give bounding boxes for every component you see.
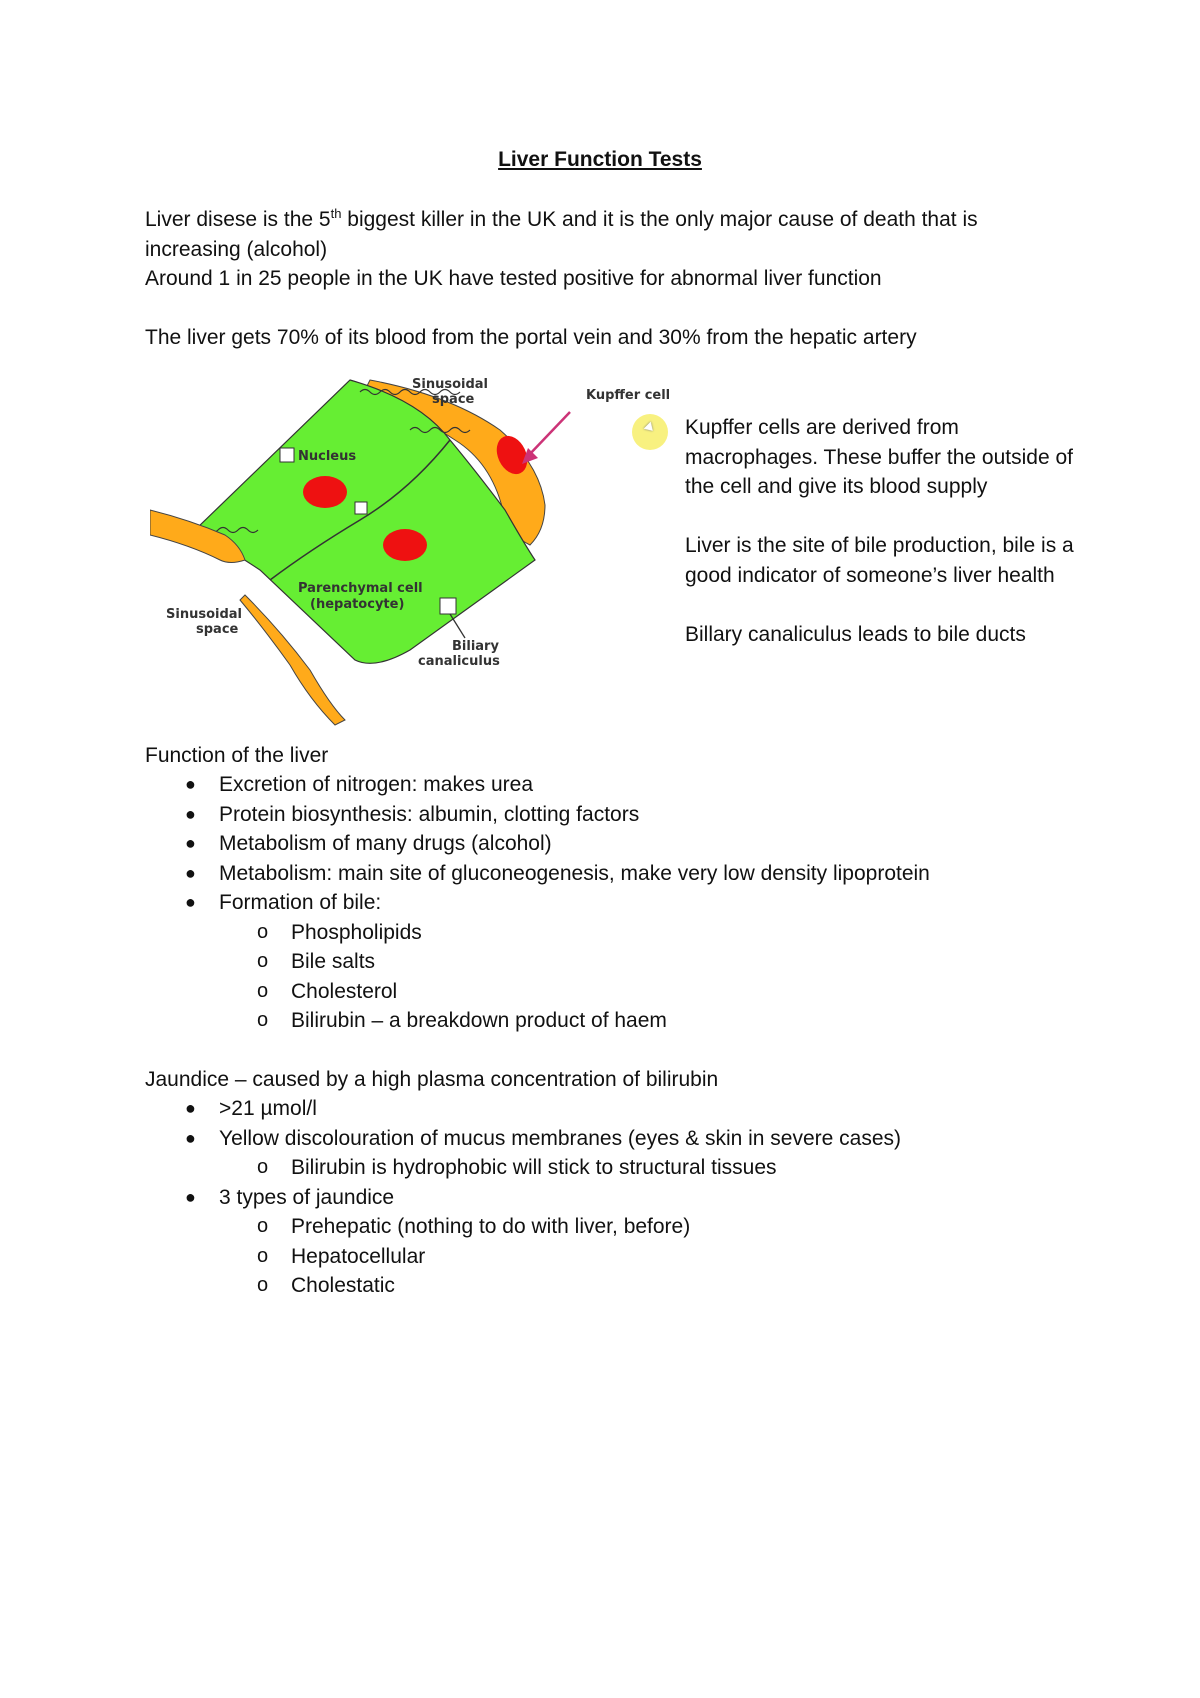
intro-line2: Around 1 in 25 people in the UK have tested positive for abnormal liver function (145, 267, 882, 290)
list-item: ● Metabolism: main site of gluconeogenesis, make very low density lipoprotein (145, 859, 1065, 889)
canaliculus-shape-3 (440, 598, 456, 614)
sub-bullet-icon: o (257, 1156, 269, 1178)
sub-bullet-icon: o (257, 920, 269, 943)
label-sinusoidal-top-2: space (432, 392, 475, 407)
list-item: ● Excretion of nitrogen: makes urea (145, 770, 1065, 800)
list-item: ● >21 µmol/l (145, 1094, 1065, 1124)
bullet-icon: ● (185, 1186, 196, 1207)
side-note-bile: Liver is the site of bile production, bile is a good indicator of someone’s liver health (685, 534, 1074, 587)
jaundice-list (145, 1094, 1065, 1301)
bullet-icon: ● (185, 774, 196, 794)
bullet-icon: ● (185, 892, 196, 912)
bullet-icon: ● (185, 1127, 196, 1148)
cursor-highlight-icon (632, 414, 668, 450)
sub-bullet-icon: o (257, 950, 269, 972)
kupffer-arrow (528, 412, 570, 456)
list-item: o Bile salts (145, 947, 1065, 977)
canaliculus-shape-1 (355, 502, 367, 514)
side-notes (685, 413, 1085, 649)
intro-line1-pre: Liver disese is the 5 (145, 208, 331, 231)
label-sinusoidal-top-1: Sinusoidal (412, 377, 488, 392)
list-item: o Hepatocellular (145, 1242, 1065, 1272)
list-item: ● Protein biosynthesis: albumin, clotting factors (145, 800, 1065, 830)
label-biliary-1: Biliary (452, 639, 499, 654)
label-nucleus: Nucleus (298, 449, 357, 464)
list-item: ● Formation of bile: (145, 888, 1065, 918)
canaliculus-shape-2 (280, 448, 294, 462)
bullet-icon: ● (185, 1098, 196, 1118)
biliary-leader (450, 614, 465, 638)
intro-line1-post: biggest killer in the UK and it is the only major cause of death that is increasing (alcohol) (145, 208, 978, 261)
nucleus-shape-2 (383, 529, 427, 561)
label-parenchymal-1: Parenchymal cell (298, 581, 423, 596)
list-item: o Bilirubin is hydrophobic will stick to structural tissues (145, 1153, 1065, 1183)
side-note-canaliculus: Billary canaliculus leads to bile ducts (685, 622, 1026, 646)
list-item: o Cholestatic (145, 1271, 1065, 1301)
list-item: o Prehepatic (nothing to do with liver, before) (145, 1212, 1065, 1242)
sub-bullet-icon: o (257, 979, 269, 1002)
blood-supply-line: The liver gets 70% of its blood from the portal vein and 30% from the hepatic artery (145, 326, 917, 349)
label-sinusoidal-left-1: Sinusoidal (166, 607, 242, 622)
list-item: ● 3 types of jaundice (145, 1183, 1065, 1213)
sub-bullet-icon: o (257, 1215, 269, 1237)
page-title: Liver Function Tests (498, 148, 702, 171)
label-sinusoidal-left-2: space (196, 622, 239, 637)
bullet-icon: ● (185, 862, 196, 883)
list-item: ● Yellow discolouration of mucus membranes (eyes & skin in severe cases) (145, 1124, 1065, 1154)
list-item: ● Metabolism of many drugs (alcohol) (145, 829, 1065, 859)
list-item: o Phospholipids (145, 918, 1065, 948)
bullet-icon: ● (185, 803, 196, 824)
nucleus-shape-1 (303, 476, 347, 508)
label-biliary-2: canaliculus (418, 654, 500, 669)
functions-heading: Function of the liver (145, 744, 329, 767)
jaundice-heading: Jaundice – caused by a high plasma concentration of bilirubin (145, 1068, 719, 1091)
bullet-icon: ● (185, 833, 196, 853)
functions-list (145, 770, 1065, 1036)
list-item: o Bilirubin – a breakdown product of haem (145, 1006, 1065, 1036)
sub-bullet-icon: o (257, 1274, 269, 1296)
sub-bullet-icon: o (257, 1244, 269, 1267)
list-item: o Cholesterol (145, 977, 1065, 1007)
hepatocyte-diagram (150, 370, 670, 730)
side-note-kupffer: Kupffer cells are derived from macrophages. These buffer the outside of the cell and give its blood supply (685, 416, 1073, 498)
label-kupffer: Kupffer cell (586, 388, 670, 403)
intro-line1-sup: th (330, 206, 342, 221)
label-parenchymal-2: (hepatocyte) (310, 597, 405, 612)
intro-paragraph (145, 205, 1065, 294)
sub-bullet-icon: o (257, 1009, 269, 1031)
